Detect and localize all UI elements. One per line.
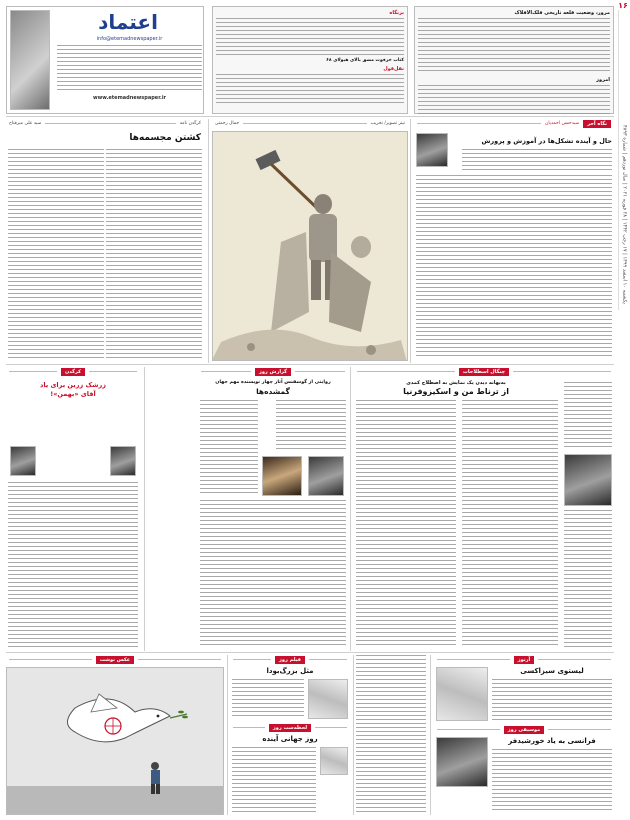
- left-body-col2: [8, 149, 104, 359]
- right-headline: حال و آینده تشکل‌ها در آموزش و پرورش: [481, 137, 612, 145]
- section-label-left: کرگدن نامه: [179, 121, 201, 126]
- right-body: [416, 175, 612, 359]
- top-right-title: مرور، وضعیت قلعه تاریخی فلک‌الافلاک: [514, 10, 610, 16]
- section-label-mid: تیتر تصویر/ تخریب: [370, 121, 405, 126]
- art-label: آرتوز: [514, 656, 534, 664]
- front-page-thumb: [10, 10, 50, 110]
- portrait-shakespeare: [262, 456, 302, 496]
- future-label: لحظه‌ست روز: [269, 724, 311, 732]
- center-left-article: [198, 378, 348, 650]
- masthead-credits: [57, 45, 202, 93]
- portrait-far-left-2: [10, 446, 36, 476]
- author-photo-right: [416, 133, 448, 167]
- section-author-left: سید علی میرفتاح: [9, 121, 42, 126]
- center-left-body-3: [200, 400, 258, 496]
- center-left-headline: روایتی از گوسفنس آثار چهار نویسنده مهم جهان: [215, 380, 331, 385]
- masthead-logo-area: [53, 9, 203, 35]
- section-bar-left: [6, 119, 204, 128]
- top-right-text-2: [418, 85, 610, 115]
- film-body: [232, 679, 304, 719]
- top-mid-box: [212, 6, 408, 114]
- masthead-box: [6, 6, 204, 114]
- far-left-article: [6, 378, 140, 650]
- film-headline: مثل بزرگ‌بودا: [266, 667, 314, 675]
- music-photo: [436, 737, 488, 787]
- center-mid-headline: به‌بهانه دیدن یک نمایش به اصطلاح کمدی: [406, 380, 506, 386]
- center-mid-side-2: [564, 510, 612, 648]
- section-bar-mid: [212, 119, 408, 128]
- section-author-right: سیدحسن احمدیان: [545, 121, 580, 126]
- photo-label: عکس نوشت: [96, 656, 134, 664]
- future-label-bar: [230, 723, 350, 732]
- music-label: موسیقی روز: [504, 726, 544, 734]
- center-mid-body-1: [462, 400, 558, 648]
- far-left-headline: زرشک زرین برای یاد: [40, 381, 106, 389]
- section-bar-center-mid: [354, 367, 614, 376]
- center-mid-label: چنگال اسطلاحات: [459, 368, 509, 376]
- top-right-box: [414, 6, 614, 114]
- author-photo-center-mid: [564, 454, 612, 506]
- center-left-label: گزارش روز: [255, 368, 291, 376]
- bottom-col-narrow: [356, 655, 426, 815]
- center-left-body-2: [200, 500, 346, 648]
- top-mid-title: بزنگاه: [389, 10, 404, 16]
- art-label-bar: [434, 655, 614, 664]
- top-mid-tag: کتاب خرقوت مشق بالای هیولای ۶۸: [326, 58, 404, 63]
- film-photo: [308, 679, 348, 719]
- center-mid-body-2: [356, 400, 456, 648]
- film-label: فیلم روز: [275, 656, 305, 664]
- center-left-headline-2: گمشده‌ها: [256, 387, 290, 396]
- section-label-right: نگاه آخر: [583, 120, 611, 128]
- art-body: [492, 679, 612, 721]
- future-photo: [320, 747, 348, 775]
- far-left-headline-2: آقای «بهمن»!: [50, 390, 96, 398]
- left-headline: کشتن مجسمه‌ها: [129, 133, 201, 143]
- left-body-col1: [106, 149, 202, 359]
- top-right-sub: امروز: [596, 77, 610, 83]
- film-label-bar: [230, 655, 350, 664]
- right-lead: [462, 149, 612, 171]
- bottom-col-film: [230, 655, 350, 815]
- portrait-hemingway: [308, 456, 344, 496]
- left-article: [6, 131, 204, 361]
- graffiti-photo: [6, 667, 224, 815]
- illustration-svg: [212, 132, 407, 361]
- top-mid-bottom-title: نقل‌قول: [383, 66, 404, 72]
- far-left-body: [8, 482, 138, 648]
- art-headline: لیستوی سیزاکسی: [520, 667, 584, 675]
- email[interactable]: info@etemadnewspaper.ir: [96, 36, 163, 42]
- section-bar-center-left: [198, 367, 348, 376]
- center-mid-article: [354, 378, 614, 650]
- far-left-label: کرگدن: [61, 368, 85, 376]
- music-body: [492, 749, 612, 813]
- art-photo: [436, 667, 488, 721]
- center-left-body-1: [276, 400, 346, 452]
- dove-graffiti-svg: [6, 668, 223, 815]
- center-mid-side: [564, 382, 612, 450]
- date-strip: [618, 10, 630, 310]
- music-headline: فرانسی به یاد خورشیدفر: [508, 737, 596, 745]
- narrow-body: [356, 655, 426, 813]
- section-author-mid: جمال رحمتی: [215, 121, 240, 126]
- page-number: ۱۶: [618, 1, 628, 10]
- logo: اعتماد: [98, 10, 158, 34]
- top-mid-text: [216, 18, 404, 56]
- bottom-col-art: [434, 655, 614, 815]
- top-right-text: [418, 18, 610, 74]
- section-bar-right: [414, 119, 614, 128]
- section-bar-far-left: [6, 367, 140, 376]
- website[interactable]: www.etemadnewspaper.ir: [92, 95, 167, 101]
- right-article: [414, 131, 614, 361]
- music-label-bar: [434, 725, 614, 734]
- top-mid-text-2: [216, 74, 404, 104]
- future-body: [232, 747, 316, 813]
- portrait-far-left-1: [110, 446, 136, 476]
- illustration-destruction: [212, 131, 408, 361]
- date-line: یکشنبه ۱۰ اسفند ۱۳۹۹ | ۱۷ رجب ۱۴۴۲ | ۲۸ فوریه ۲۰۲۱ | سال نوزدهم | شماره ۴۸۹۳: [621, 125, 628, 304]
- center-mid-headline-2: از ترناط من و اسکیزوفرنیا: [403, 387, 509, 396]
- photo-label-bar: [6, 655, 224, 664]
- future-headline: روز جهانی آینده: [262, 735, 318, 743]
